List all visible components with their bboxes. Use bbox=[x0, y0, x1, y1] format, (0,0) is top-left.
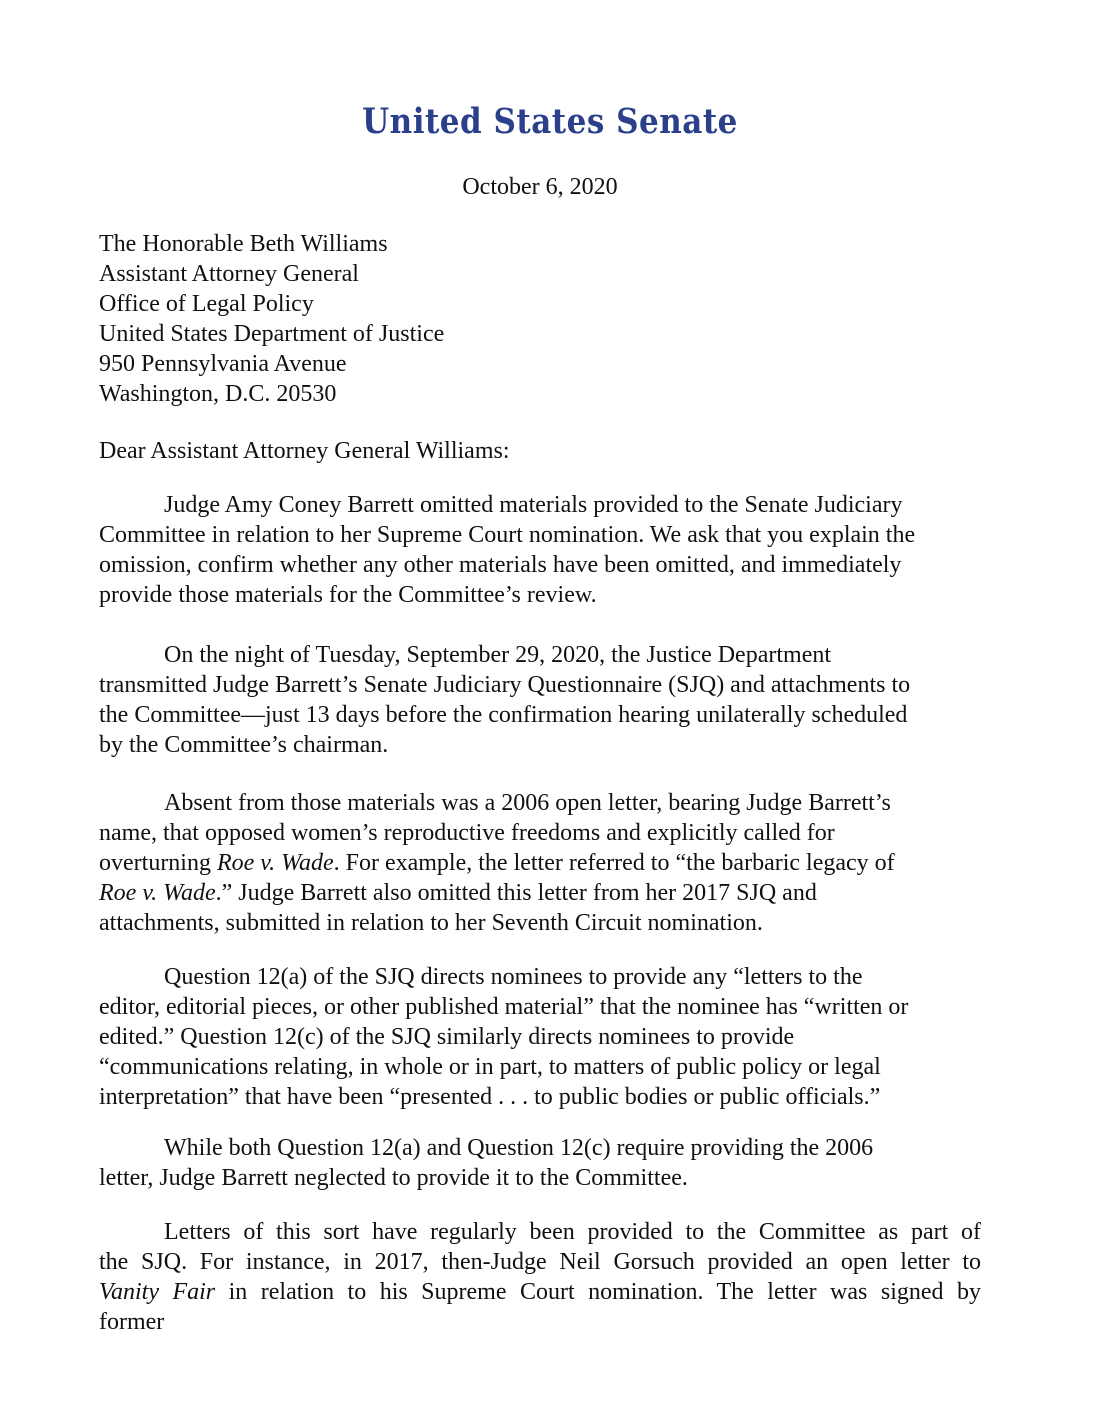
paragraph-line: the Committee—just 13 days before the confirmation hearing unilaterally scheduled bbox=[99, 702, 908, 728]
paragraph-line: Judge Amy Coney Barrett omitted materials provided to the Senate Judiciary bbox=[164, 492, 903, 518]
paragraph-line: transmitted Judge Barrett’s Senate Judiciary Questionnaire (SJQ) and attachments to bbox=[99, 672, 911, 698]
paragraph-question-12 bbox=[99, 962, 981, 1112]
letter-date: October 6, 2020 bbox=[462, 174, 618, 200]
paragraph-line: Absent from those materials was a 2006 open letter, bearing Judge Barrett’s bbox=[164, 790, 891, 816]
paragraph-omission-request bbox=[99, 490, 981, 610]
address-line: The Honorable Beth Williams bbox=[99, 231, 388, 257]
paragraph-line: name, that opposed women’s reproductive freedoms and explicitly called for bbox=[99, 820, 835, 846]
paragraph-line: former bbox=[99, 1309, 165, 1335]
paragraph-line bbox=[99, 878, 981, 908]
paragraph-line: by the Committee’s chairman. bbox=[99, 732, 389, 758]
address-line: Assistant Attorney General bbox=[99, 261, 359, 287]
paragraph-line: editor, editorial pieces, or other published material” that the nominee has “written or bbox=[99, 994, 909, 1020]
paragraph-line: the SJQ. For instance, in 2017, then-Judge Neil Gorsuch provided an open letter to bbox=[99, 1249, 981, 1275]
paragraph-neglected bbox=[99, 1133, 981, 1193]
address-line: Office of Legal Policy bbox=[99, 291, 314, 317]
line-text: overturning bbox=[99, 850, 217, 876]
paragraph-line bbox=[99, 1277, 981, 1307]
paragraph-transmittal bbox=[99, 640, 981, 760]
paragraph-line: attachments, submitted in relation to her Seventh Circuit nomination. bbox=[99, 910, 763, 936]
senate-letterhead: United States Senate bbox=[362, 101, 738, 143]
case-name-roe-v-wade: Roe v. Wade bbox=[99, 880, 216, 906]
paragraph-line: While both Question 12(a) and Question 12(c) require providing the 2006 bbox=[164, 1135, 874, 1161]
address-line: 950 Pennsylvania Avenue bbox=[99, 351, 347, 377]
paragraph-2006-letter bbox=[99, 788, 981, 938]
address-line: Washington, D.C. 20530 bbox=[99, 381, 337, 407]
paragraph-line: Question 12(a) of the SJQ directs nominees to provide any “letters to the bbox=[164, 964, 863, 990]
paragraph-line: edited.” Question 12(c) of the SJQ similarly directs nominees to provide bbox=[99, 1024, 795, 1050]
line-text: . For example, the letter referred to “the barbaric legacy of bbox=[333, 850, 895, 876]
salutation: Dear Assistant Attorney General Williams: bbox=[99, 438, 510, 464]
paragraph-line: Committee in relation to her Supreme Court nomination. We ask that you explain the bbox=[99, 522, 916, 548]
line-text: in relation to his Supreme Court nomination. The letter was signed by bbox=[215, 1279, 981, 1305]
paragraph-line: interpretation” that have been “presented . . . to public bodies or public officials.” bbox=[99, 1084, 881, 1110]
paragraph-line: omission, confirm whether any other materials have been omitted, and immediately bbox=[99, 552, 902, 578]
paragraph-line: On the night of Tuesday, September 29, 2020, the Justice Department bbox=[164, 642, 832, 668]
paragraph-line: provide those materials for the Committee’s review. bbox=[99, 582, 597, 608]
paragraph-line: letter, Judge Barrett neglected to provide it to the Committee. bbox=[99, 1165, 688, 1191]
case-name-roe-v-wade: Roe v. Wade bbox=[216, 850, 334, 876]
paragraph-line: “communications relating, in whole or in part, to matters of public policy or legal bbox=[99, 1054, 881, 1080]
paragraph-line bbox=[99, 848, 981, 878]
recipient-address bbox=[99, 229, 444, 409]
address-line: United States Department of Justice bbox=[99, 321, 445, 347]
paragraph-line: Letters of this sort have regularly been provided to the Committee as part of bbox=[164, 1219, 981, 1245]
line-text: .” Judge Barrett also omitted this letter from her 2017 SJQ and bbox=[215, 880, 817, 906]
publication-name-vanity-fair: Vanity Fair bbox=[99, 1279, 216, 1305]
paragraph-precedent bbox=[99, 1217, 981, 1337]
